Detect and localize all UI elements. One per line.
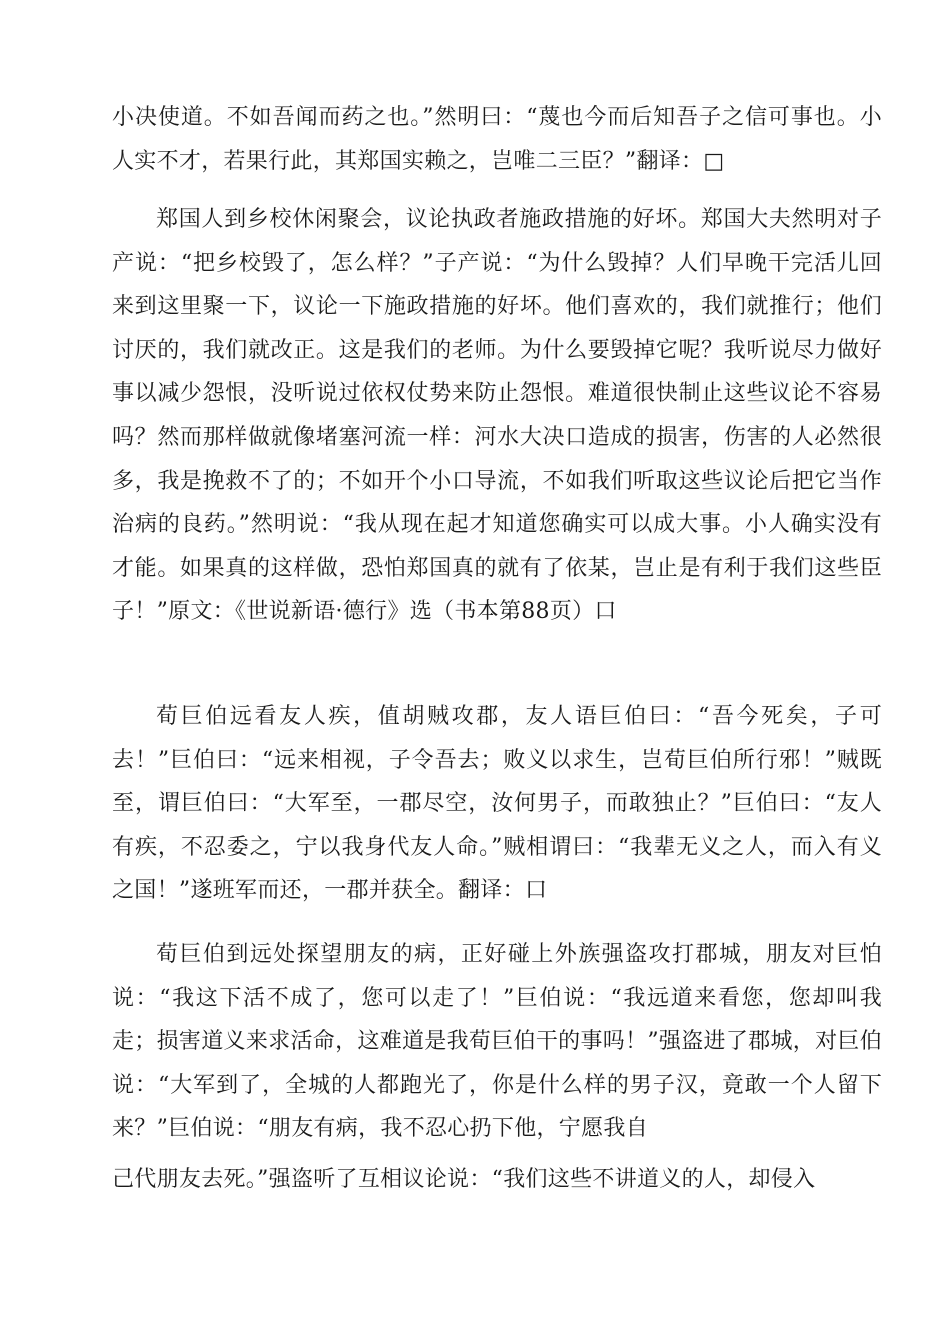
paragraph-translation-xun-jubo: 荀巨伯到远处探望朋友的病，正好碰上外族强盗攻打郡城，朋友对巨怕说：“我这下活不成了，您可以走了！”巨伯说：“我远道来看您，您却叫我走；损害道义来求活命，这难道是我荀巨伯干的事吗！”强盗进了郡城，对巨伯说：“大军到了，全城的人都跑光了，你是什么样的男子汉，竟敢一个人留下来？”巨伯说：“朋友有病，我不忍心扔下他，宁愿我自 — [112, 942, 882, 1142]
paragraph-translation-zheng: 郑国人到乡校休闲聚会，议论执政者施政措施的好坏。郑国大夫然明对子产说：“把乡校毁了，怎么样？”子产说：“为什么毁掉？人们早晚干完活儿回来到这里聚一下，议论一下施政措施的好坏。他们喜欢的，我们就推行；他们讨厌的，我们就改正。这是我们的老师。为什么要毁掉它呢？我听说尽力做好事以减少怨恨，没听说过依权仗势来防止怨恨。难道很快制止这些议论不容易吗？然而那样做就像堵塞河流一样：河水大决口造成的损害，伤害的人必然很多，我是挽救不了的；不如开个小口导流，不如我们听取这些议论后把它当作治病的良药。”然明说：“我从现在起才知道您确实可以成大事。小人确实没有才能。如果真的这样做，恐怕郑国真的就有了依某，岂止是有利于我们这些臣子！”原文：《世说新语·德行》选（书本第88页）口 — [112, 207, 882, 625]
paragraph-translation-continued: 己代朋友去死。”强盗听了互相议论说：“我们这些不讲道义的人，却侵入 — [112, 1167, 816, 1192]
paragraph-original-xun-jubo: 荀巨伯远看友人疾，值胡贼攻郡，友人语巨伯曰：“吾今死矣，子可去！”巨伯曰：“远来相视，子令吾去；败义以求生，岂荀巨伯所行邪！”贼既至，谓巨伯曰：“大军至，一郡尽空，汝何男子，而敢独止？”巨伯曰：“友人有疾，不忍委之，宁以我身代友人命。”贼相谓曰：“我辈无义之人，而入有义之国！”遂班军而还，一郡并获全。翻译：口 — [112, 704, 882, 904]
paragraph-continuation: 小决使道。不如吾闻而药之也。”然明曰：“蔑也今而后知吾子之信可事也。小人实不才，若果行此，其郑国实赖之，岂唯二三臣？”翻译：□ — [112, 105, 882, 174]
